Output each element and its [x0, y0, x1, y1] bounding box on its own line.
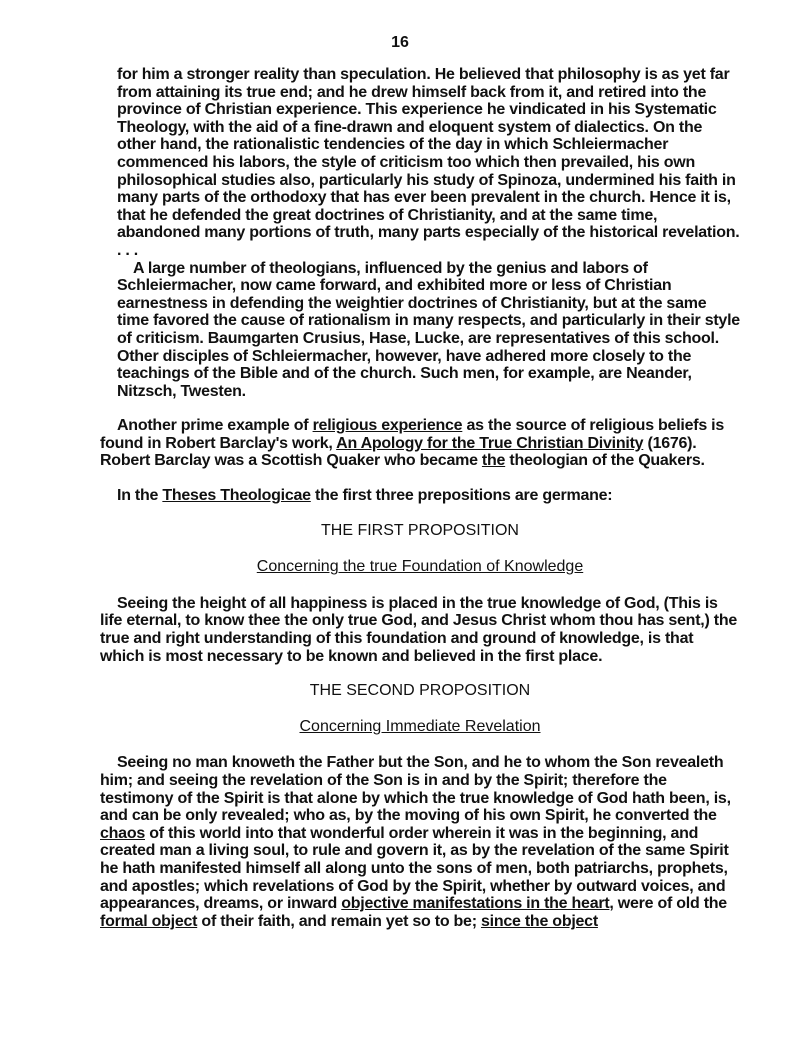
underlined-term: formal object — [100, 912, 198, 930]
text-run: as the source of religious beliefs is found in Robert Barclay's work, — [100, 417, 725, 452]
text-run: of this world into that wonderful order wherein it was in the beginning, and created man a living soul, to rule and govern it, as by the revelation of the same Spirit he hath manifested himself all along unto the sons of men, both patriarchs, prophets, and apostles; which revelations of God by the Spirit, whether by outward voices, and appearances, dreams, or inward — [100, 824, 729, 913]
underlined-term: objective manifestations in the heart — [341, 895, 610, 913]
page-number: 16 — [391, 34, 409, 51]
first-proposition-heading: THE FIRST PROPOSITION — [321, 521, 519, 539]
text-run: of their faith, and remain yet so to be; — [197, 912, 481, 930]
text-run: theologian of the Quakers. — [505, 452, 705, 470]
first-proposition-text: Seeing the height of all happiness is placed in the true knowledge of God, (This is life eternal, to know thee the only true God, and Jesus Christ whom thou has sent,) the true and right understanding of this foundation and ground of knowledge, is that which is most necessary to be known and believed in the first place. — [100, 594, 737, 665]
text-run: (1676). Robert Barclay was a Scottish Quaker who became — [100, 434, 697, 470]
underlined-term: the — [481, 452, 506, 470]
page-content — [100, 66, 740, 930]
first-proposition-subheading: Concerning the true Foundation of Knowledge — [256, 558, 584, 576]
text-run: , were of old the — [609, 895, 727, 913]
text-run: In the — [117, 487, 163, 505]
paragraph-theses — [100, 487, 740, 505]
quote-paragraph: for him a stronger reality than speculation. He believed that philosophy is as yet far from attaining its true end; and he drew himself back from it, and retired into the province of Christian experience. This experience he vindicated in his Systematic Theology, with the aid of a fine-drawn and eloquent system of dialectics. On the other hand, the rationalistic tendencies of the day in which Schleiermacher commenced his labors, the style of criticism too which then prevailed, his own philosophical studies also, particularly his study of Spinoza, undermined his faith in many parts of the orthodoxy that has ever been prevalent in the church. Hence it is, that he defended the great doctrines of Christianity, and at the same time, abandoned many portions of truth, many parts especially of the historical revelation. . . . — [117, 66, 740, 259]
quote-paragraph: A large number of theologians, influenced by the genius and labors of Schleiermacher, now came forward, and exhibited more or less of Christian earnestness in defending the weightier doctrines of Christianity, but at the same time favored the cause of rationalism in many respects, and particularly in their style of criticism. Baumgarten Crusius, Hase, Lucke, are representatives of this school. Other disciples of Schleiermacher, however, have adhered more closely to the teachings of the Bible and of the church. Such men, for example, are Neander, Nitzsch, Twesten. — [117, 259, 740, 400]
block-quote — [117, 66, 740, 400]
second-proposition-text — [100, 754, 740, 930]
book-title: Theses Theologicae — [162, 487, 311, 505]
text-run: Seeing no man knoweth the Father but the Son, and he to whom the Son revealeth him; and seeing the revelation of the Son is in and by the Spirit; therefore the testimony of the Spirit is that alone by which the true knowledge of God hath been, is, and can be only revealed; who as, by the moving of his own Spirit, he converted the — [100, 754, 731, 825]
text-run: the first three prepositions are germane: — [310, 487, 613, 505]
second-proposition-subheading: Concerning Immediate Revelation — [299, 717, 541, 735]
underlined-term: since the object — [480, 912, 598, 930]
paragraph-barclay — [100, 417, 740, 470]
second-proposition-heading: THE SECOND PROPOSITION — [309, 682, 531, 700]
book-title: An Apology for the True Christian Divinity — [336, 434, 644, 452]
underlined-term: religious experience — [312, 417, 463, 435]
text-run: Another prime example of — [117, 417, 313, 435]
underlined-term: chaos — [100, 824, 145, 842]
